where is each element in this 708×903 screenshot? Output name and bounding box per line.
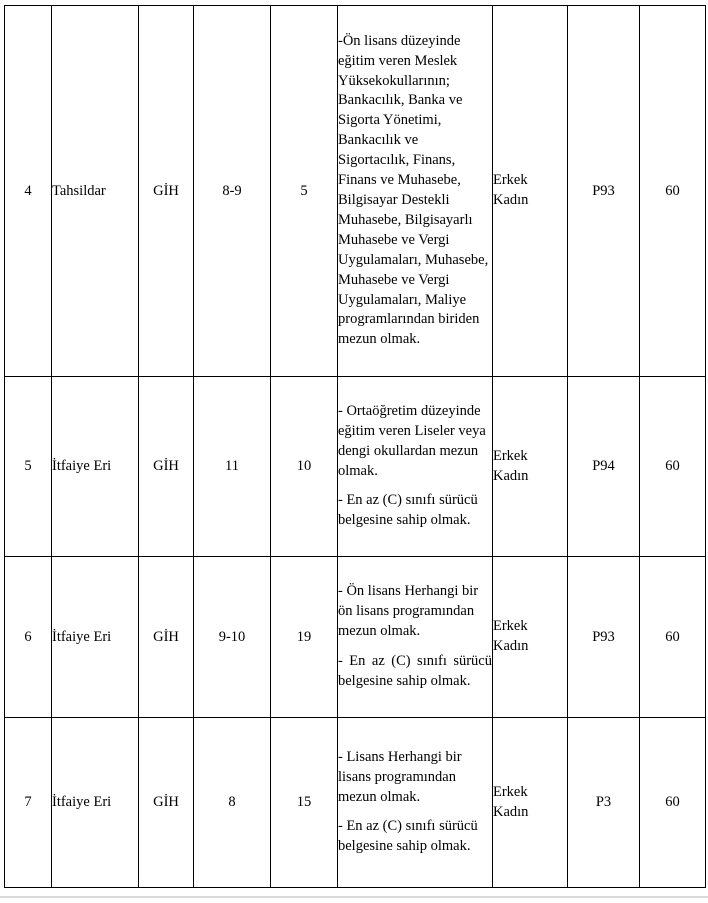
license-requirement: - En az (C) sınıfı sürücü belgesine sahip olmak. (338, 818, 478, 855)
position-title: İtfaiye Eri (52, 557, 139, 718)
table-row (5, 718, 706, 888)
kpss-type: P93 (568, 557, 640, 718)
min-score: 60 (640, 377, 706, 557)
position-title: Tahsildar (52, 6, 139, 377)
kpss-type: P3 (568, 718, 640, 888)
position-title: İtfaiye Eri (52, 718, 139, 888)
position-count: 19 (271, 557, 338, 718)
gender-male: Erkek (493, 447, 528, 464)
row-number: 6 (5, 557, 52, 718)
row-number: 5 (5, 377, 52, 557)
degree: 8-9 (194, 6, 271, 377)
position-count: 10 (271, 377, 338, 557)
gender-male: Erkek (493, 618, 528, 635)
qualification-text: - Ön lisans Herhangi bir ön lisans programından mezun olmak. (338, 583, 479, 640)
degree: 9-10 (194, 557, 271, 718)
gender (493, 6, 568, 377)
gender-female: Kadın (493, 467, 529, 484)
position-count: 15 (271, 718, 338, 888)
degree: 11 (194, 377, 271, 557)
table-row (5, 557, 706, 718)
position-count: 5 (271, 6, 338, 377)
license-requirement: - En az (C) sınıfı sürücü belgesine sahip olmak. (338, 652, 492, 689)
gender-female: Kadın (493, 803, 529, 820)
gender (493, 377, 568, 557)
qualification (338, 6, 493, 377)
gender-female: Kadın (493, 638, 529, 654)
class-code: GİH (139, 718, 194, 888)
degree: 8 (194, 718, 271, 888)
qualification (338, 557, 493, 718)
class-code: GİH (139, 557, 194, 718)
kpss-type: P93 (568, 6, 640, 377)
min-score: 60 (640, 6, 706, 377)
row-number: 4 (5, 6, 52, 377)
gender (493, 557, 568, 718)
table-row (5, 377, 706, 557)
qualification (338, 377, 493, 557)
row-number: 7 (5, 718, 52, 888)
gender-male: Erkek (493, 172, 528, 189)
kpss-type: P94 (568, 377, 640, 557)
min-score: 60 (640, 718, 706, 888)
gender (493, 718, 568, 888)
table-row (5, 6, 706, 377)
license-requirement: - En az (C) sınıfı sürücü belgesine sahip olmak. (338, 492, 478, 529)
qualification-text: - Lisans Herhangi bir lisans programından mezun olmak. (338, 748, 462, 805)
class-code: GİH (139, 6, 194, 377)
page-divider (0, 896, 708, 898)
qualification-text: - Ortaöğretim düzeyinde eğitim veren Liseler veya dengi okullardan mezun olmak. (338, 402, 486, 479)
gender-male: Erkek (493, 783, 528, 800)
position-title: İtfaiye Eri (52, 377, 139, 557)
min-score: 60 (640, 557, 706, 718)
positions-table (4, 5, 706, 888)
qualification (338, 718, 493, 888)
qualification-text: -Ön lisans düzeyinde eğitim veren Meslek Yüksekokullarının; Bankacılık, Banka ve Sigorta Yönetimi, Bankacılık ve Sigortacılık, Finans, Finans ve Muhasebe, Bilgisayar Destekli Muhasebe, Bilgisayarlı Muhasebe ve Vergi Uygulamaları, Muhasebe, Muhasebe ve Vergi Uygulamaları, Maliye programlarından biriden mezun olmak. (338, 32, 489, 348)
class-code: GİH (139, 377, 194, 557)
gender-female: Kadın (493, 192, 529, 208)
